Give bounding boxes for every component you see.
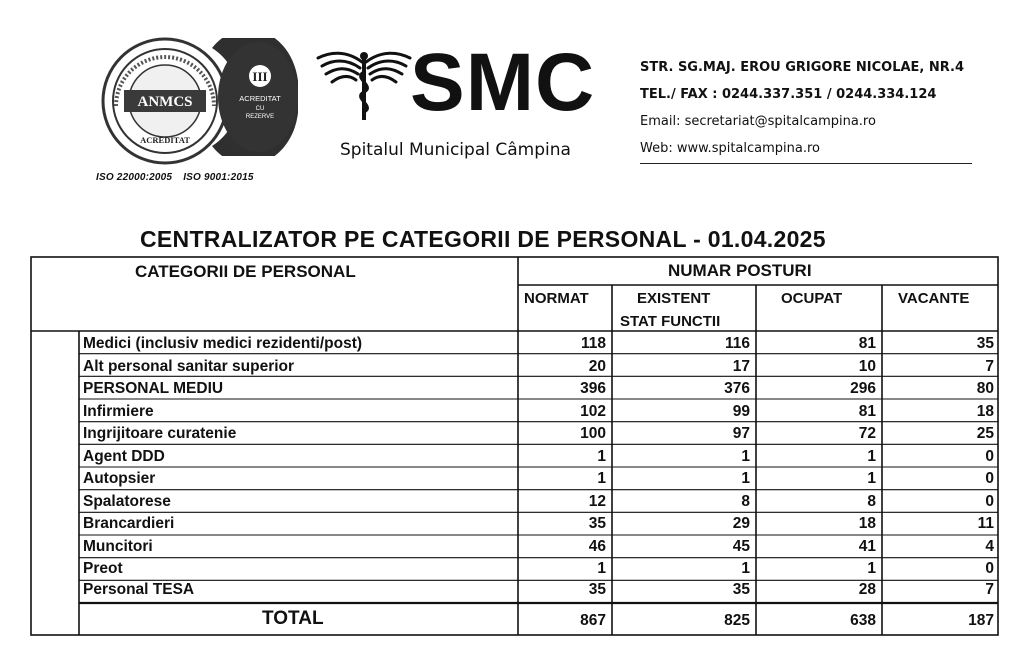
row-category: Muncitori [83, 537, 153, 555]
row-existent: 1 [741, 447, 750, 465]
row-vacante: 0 [985, 447, 994, 465]
row-vacante: 7 [985, 581, 994, 598]
row-existent: 1 [741, 470, 750, 487]
row-normat: 35 [588, 581, 606, 598]
col-vacante-header: VACANTE [898, 290, 970, 307]
row-category: Alt personal sanitar superior [83, 357, 295, 375]
row-category: Personal TESA [83, 581, 195, 598]
web-line: Web: www.spitalcampina.ro [640, 141, 820, 156]
svg-text:ACREDITAT: ACREDITAT [239, 94, 281, 103]
row-category: Preot [83, 560, 123, 577]
smc-logo-text: SMC [410, 37, 596, 128]
row-existent: 8 [741, 492, 750, 510]
row-category: Agent DDD [83, 447, 165, 465]
address-line: STR. SG.MAJ. EROU GRIGORE NICOLAE, NR.4 [640, 60, 965, 75]
row-ocupat: 1 [867, 447, 876, 465]
col-stat-functii-header: STAT FUNCTII [620, 313, 721, 330]
row-category: Medici (inclusiv medici rezidenti/post) [83, 335, 363, 352]
svg-text:III: III [252, 69, 268, 84]
row-normat: 1 [597, 447, 606, 465]
row-existent: 29 [732, 515, 750, 532]
phone-line: TEL./ FAX : 0244.337.351 / 0244.334.124 [640, 87, 937, 102]
row-vacante: 4 [985, 537, 994, 555]
row-normat: 35 [588, 515, 606, 532]
row-ocupat: 41 [858, 537, 876, 555]
row-vacante: 7 [985, 357, 994, 375]
row-category: Autopsier [83, 470, 156, 487]
svg-text:ANMCS: ANMCS [137, 94, 193, 110]
iso-22000: ISO 22000:2005 [96, 172, 173, 183]
row-normat: 20 [588, 357, 606, 375]
row-ocupat: 18 [858, 515, 876, 532]
row-normat: 1 [597, 470, 606, 487]
row-vacante: 11 [977, 515, 994, 532]
row-vacante: 0 [985, 470, 994, 487]
row-category: Infirmiere [83, 402, 154, 420]
row-ocupat: 1 [867, 560, 876, 577]
row-existent: 45 [732, 537, 750, 555]
total-existent: 825 [724, 612, 750, 629]
row-existent: 35 [732, 581, 750, 598]
row-existent: 17 [732, 357, 750, 375]
row-vacante: 18 [976, 402, 994, 420]
row-ocupat: 81 [858, 335, 876, 352]
row-ocupat: 10 [858, 357, 876, 375]
row-existent: 376 [724, 380, 750, 397]
row-ocupat: 28 [858, 581, 876, 598]
row-vacante: 0 [985, 560, 994, 577]
iso-9001: ISO 9001:2015 [183, 172, 254, 183]
row-normat: 396 [580, 380, 606, 397]
row-category: Spalatorese [83, 492, 171, 510]
page-title: CENTRALIZATOR PE CATEGORII DE PERSONAL - 01.04.2025 [140, 226, 826, 252]
row-category: PERSONAL MEDIU [83, 380, 224, 397]
row-existent: 1 [741, 560, 750, 577]
svg-text:CU: CU [255, 106, 265, 112]
email-line: Email: secretariat@spitalcampina.ro [640, 114, 876, 129]
row-ocupat: 1 [867, 470, 876, 487]
row-existent: 116 [724, 335, 750, 352]
row-normat: 1 [597, 560, 606, 577]
total-vacante: 187 [968, 612, 994, 629]
row-normat: 12 [588, 492, 606, 510]
row-normat: 100 [580, 425, 606, 442]
row-vacante: 0 [985, 492, 994, 510]
col-normat-header: NORMAT [524, 290, 589, 307]
svg-text:REZERVE: REZERVE [245, 114, 275, 120]
col-ocupat-header: OCUPAT [781, 290, 843, 307]
total-ocupat: 638 [850, 612, 876, 629]
col-existent-header: EXISTENT [637, 290, 711, 307]
row-existent: 99 [732, 402, 750, 420]
row-ocupat: 296 [850, 380, 876, 397]
row-vacante: 80 [976, 380, 994, 397]
row-ocupat: 8 [867, 492, 876, 510]
svg-text:ACREDITAT: ACREDITAT [140, 135, 190, 145]
row-normat: 102 [580, 402, 606, 420]
row-ocupat: 81 [858, 402, 876, 420]
hospital-name: Spitalul Municipal Câmpina [340, 140, 571, 160]
row-normat: 118 [580, 335, 606, 352]
row-vacante: 35 [976, 335, 994, 352]
total-label: TOTAL [262, 608, 324, 629]
row-ocupat: 72 [858, 425, 876, 442]
row-category: Brancardieri [83, 515, 175, 532]
row-existent: 97 [732, 425, 750, 442]
row-vacante: 25 [976, 425, 994, 442]
row-category: Ingrijitoare curatenie [83, 425, 237, 442]
category-header: CATEGORII DE PERSONAL [135, 262, 356, 281]
numar-posturi-header: NUMAR POSTURI [668, 261, 812, 280]
total-normat: 867 [580, 612, 606, 629]
row-normat: 46 [588, 537, 606, 555]
